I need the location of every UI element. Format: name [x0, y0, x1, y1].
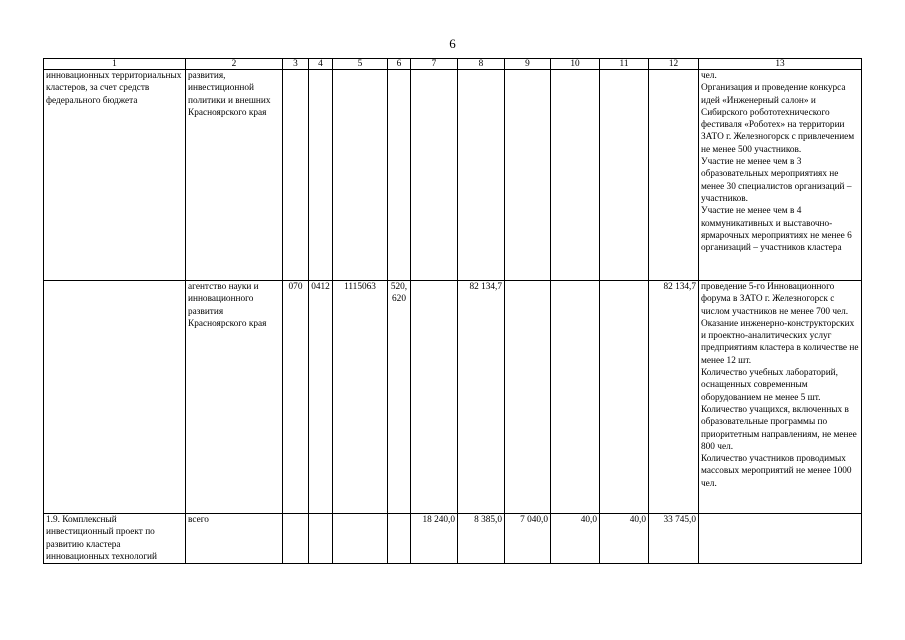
- col-header: 7: [411, 59, 458, 70]
- cell-value: [505, 281, 551, 514]
- table-row: [44, 514, 862, 564]
- cell-value: 8 385,0: [458, 514, 505, 564]
- cell-target: [333, 70, 388, 281]
- cell-grbs: [283, 70, 309, 281]
- cell-total: 82 134,7: [649, 281, 699, 514]
- cell-value: 40,0: [600, 514, 649, 564]
- cell-executor: всего: [186, 514, 283, 564]
- cell-section: 0412: [309, 281, 333, 514]
- col-header: 5: [333, 59, 388, 70]
- cell-total: 33 745,0: [649, 514, 699, 564]
- cell-value: [505, 70, 551, 281]
- col-header: 3: [283, 59, 309, 70]
- cell-expense-type: [388, 70, 411, 281]
- col-header: 8: [458, 59, 505, 70]
- cell-value: [551, 281, 600, 514]
- cell-section: [309, 514, 333, 564]
- table-row: [44, 281, 862, 514]
- cell-measure: 1.9. Комплексный инвестиционный проект по развитию кластера инновационных технологий: [44, 514, 186, 564]
- cell-executor: развития, инвестиционной политики и внешних Красноярского края: [186, 70, 283, 281]
- cell-value: [600, 70, 649, 281]
- cell-executor: агентство науки и инновационного развития Красноярского края: [186, 281, 283, 514]
- cell-value: [551, 70, 600, 281]
- cell-total: [649, 70, 699, 281]
- cell-value: [600, 281, 649, 514]
- cell-expense-type: [388, 514, 411, 564]
- col-header: 10: [551, 59, 600, 70]
- col-header: 1: [44, 59, 186, 70]
- cell-value: 82 134,7: [458, 281, 505, 514]
- cell-expense-type: 520, 620: [388, 281, 411, 514]
- col-header: 12: [649, 59, 699, 70]
- cell-measure: [44, 281, 186, 514]
- col-header: 9: [505, 59, 551, 70]
- column-number-row: [44, 59, 862, 70]
- col-header: 11: [600, 59, 649, 70]
- cell-value: [411, 70, 458, 281]
- cell-result: проведение 5-го Инновационного форума в ЗАТО г. Железногорск с числом участников не менее 700 чел. Оказание инженерно-конструкторских и проектно-аналитических услуг предприятиям кластера в количестве не менее 12 шт. Количество учебных лабораторий, оснащенных современным оборудованием не менее 5 шт. Количество учащихся, включенных в образовательные программы по приоритетным направлениям, не менее 800 чел. Количество участников проводимых массовых мероприятий не менее 1000 чел.: [699, 281, 862, 514]
- cell-value: 40,0: [551, 514, 600, 564]
- cell-result: чел. Организация и проведение конкурса идей «Инженерный салон» и Сибирского робототехнического фестиваля «Роботех» на территории ЗАТО г. Железногорск с привлечением не менее 500 участников. Участие не менее чем в 3 образовательных мероприятиях не менее 30 специалистов организаций – участников. Участие не менее чем в 4 коммуникативных и выставочно-ярмарочных мероприятиях не менее 6 организаций – участников кластера: [699, 70, 862, 281]
- col-header: 6: [388, 59, 411, 70]
- col-header: 13: [699, 59, 862, 70]
- col-header: 2: [186, 59, 283, 70]
- cell-target: [333, 514, 388, 564]
- cell-grbs: [283, 514, 309, 564]
- cell-value: 18 240,0: [411, 514, 458, 564]
- program-table: [43, 58, 862, 564]
- cell-value: [458, 70, 505, 281]
- cell-measure: инновационных территориальных кластеров, за счет средств федерального бюджета: [44, 70, 186, 281]
- page-number: 6: [449, 36, 456, 51]
- cell-value: [411, 281, 458, 514]
- col-header: 4: [309, 59, 333, 70]
- cell-result: [699, 514, 862, 564]
- cell-value: 7 040,0: [505, 514, 551, 564]
- cell-section: [309, 70, 333, 281]
- cell-grbs: 070: [283, 281, 309, 514]
- table-row: [44, 70, 862, 281]
- cell-target: 1115063: [333, 281, 388, 514]
